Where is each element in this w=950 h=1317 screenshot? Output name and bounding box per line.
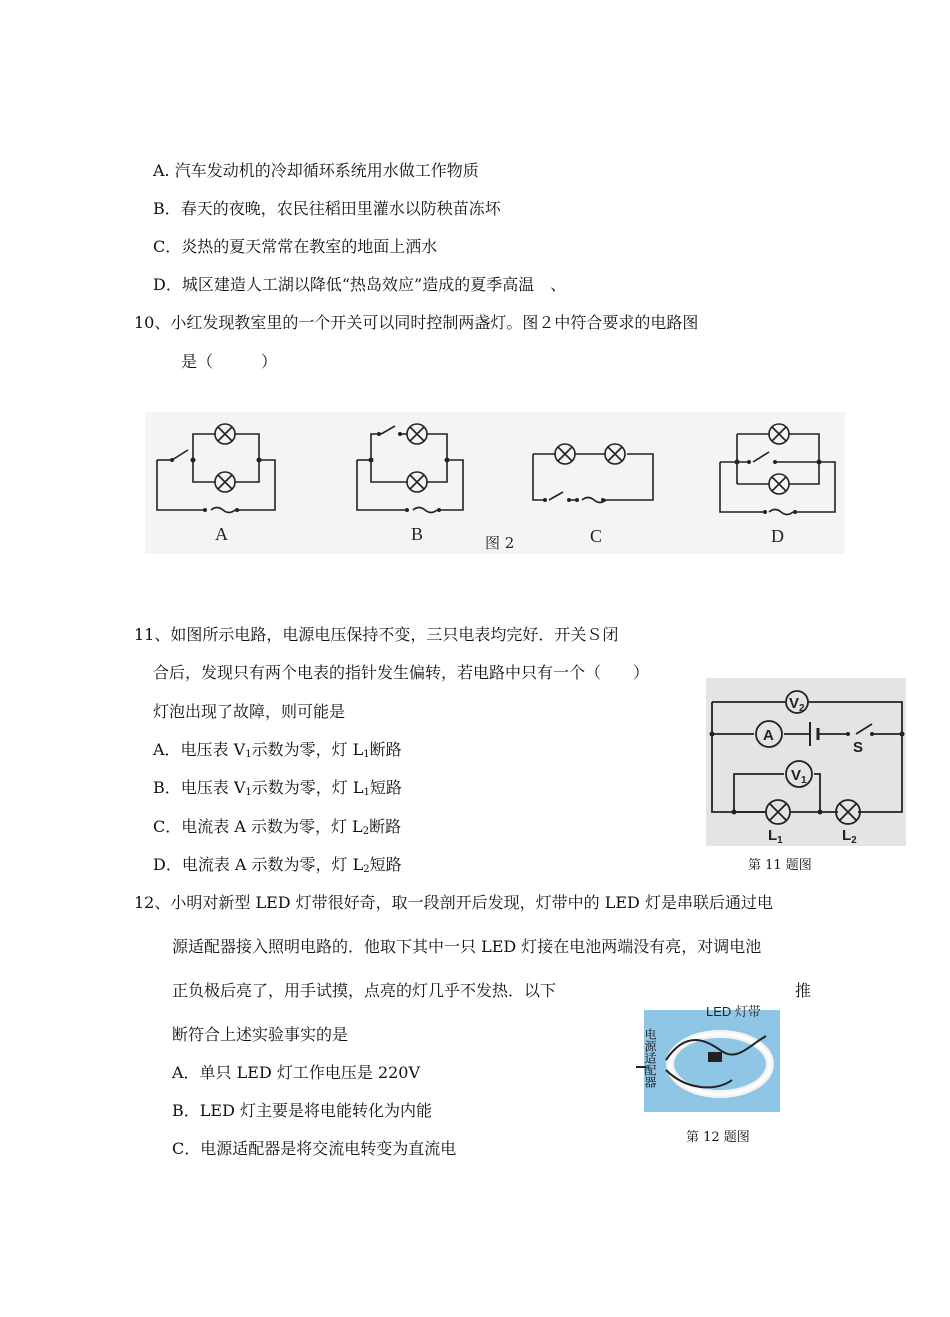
q12-option-a: A．单只 LED 灯工作电压是 220V xyxy=(172,1063,421,1082)
svg-text:L2: $L_2$ xyxy=(842,827,857,846)
q11-figure-circuit xyxy=(706,678,906,846)
led-strip-label: LED 灯带 xyxy=(706,1004,761,1019)
ammeter-label: A xyxy=(763,727,774,744)
q9-option-d: D．城区建造人工湖以降低“热岛效应”造成的夏季高温 、 xyxy=(153,275,567,294)
circuit-label-d: D xyxy=(771,526,784,546)
q12-stem-line1: 12、小明对新型 LED 灯带很好奇，取一段剖开后发现，灯带中的 LED 灯是串联后通过电 xyxy=(134,893,773,912)
q10-stem-line2: 是（ ） xyxy=(181,352,278,371)
svg-text:L1: $L_1$ xyxy=(768,827,783,846)
q12-stem-line3-tail: 推 xyxy=(795,981,812,1000)
q11-stem-line3: 灯泡出现了故障，则可能是 xyxy=(153,702,346,721)
q12-stem-line3: 正负极后亮了，用手试摸，点亮的灯几乎不发热．以下 xyxy=(172,981,557,1000)
figure-2-caption: 图 2 xyxy=(485,534,515,552)
q11-option-a: A．电压表 $V_1$示数为零，灯 $L_1$断路 xyxy=(153,740,402,760)
circuit-label-a: A xyxy=(215,524,228,544)
q12-stem-line4: 断符合上述实验事实的是 xyxy=(172,1025,349,1044)
q11-figure-caption: 第 11 题图 xyxy=(748,858,812,873)
q11-option-c: C．电流表 A 示数为零，灯 $L_2$断路 xyxy=(153,817,402,837)
q11-stem-line2: 合后，发现只有两个电表的指针发生偏转，若电路中只有一个（ ） xyxy=(153,663,650,682)
q10-figure-circuits xyxy=(145,412,845,554)
adapter-label: 电源适配器 xyxy=(643,1028,657,1088)
q11-option-d: D．电流表 A 示数为零，灯 $L_2$短路 xyxy=(153,855,402,875)
switch-label: S xyxy=(853,739,864,756)
q9-option-c: C．炎热的夏天常常在教室的地面上洒水 xyxy=(153,237,438,256)
q12-stem-line2: 源适配器接入照明电路的．他取下其中一只 LED 灯接在电池两端没有亮，对调电池 xyxy=(172,937,762,956)
svg-text:V1: $V_1$ xyxy=(791,767,807,786)
q11-option-b: B．电压表 $V_1$示数为零，灯 $L_1$短路 xyxy=(153,778,402,798)
q12-option-b: B．LED 灯主要是将电能转化为内能 xyxy=(172,1101,432,1120)
q11-stem-line1: 11、如图所示电路，电源电压保持不变，三只电表均完好．开关Ｓ闭 xyxy=(134,625,619,644)
q12-option-c: C．电源适配器是将交流电转变为直流电 xyxy=(172,1139,457,1158)
circuit-label-b: B xyxy=(411,524,424,544)
q12-led-strip-photo xyxy=(636,1000,782,1114)
q9-option-b: B．春天的夜晚，农民往稻田里灌水以防秧苗冻坏 xyxy=(153,199,501,218)
q10-stem-line1: 10、小红发现教室里的一个开关可以同时控制两盏灯。图２中符合要求的电路图 xyxy=(134,313,699,332)
circuit-label-c: C xyxy=(590,526,603,546)
svg-text:V2: $V_2$ xyxy=(789,695,805,714)
q12-figure-caption: 第 12 题图 xyxy=(686,1130,750,1145)
q9-option-a: A. 汽车发动机的冷却循环系统用水做工作物质 xyxy=(153,161,479,180)
